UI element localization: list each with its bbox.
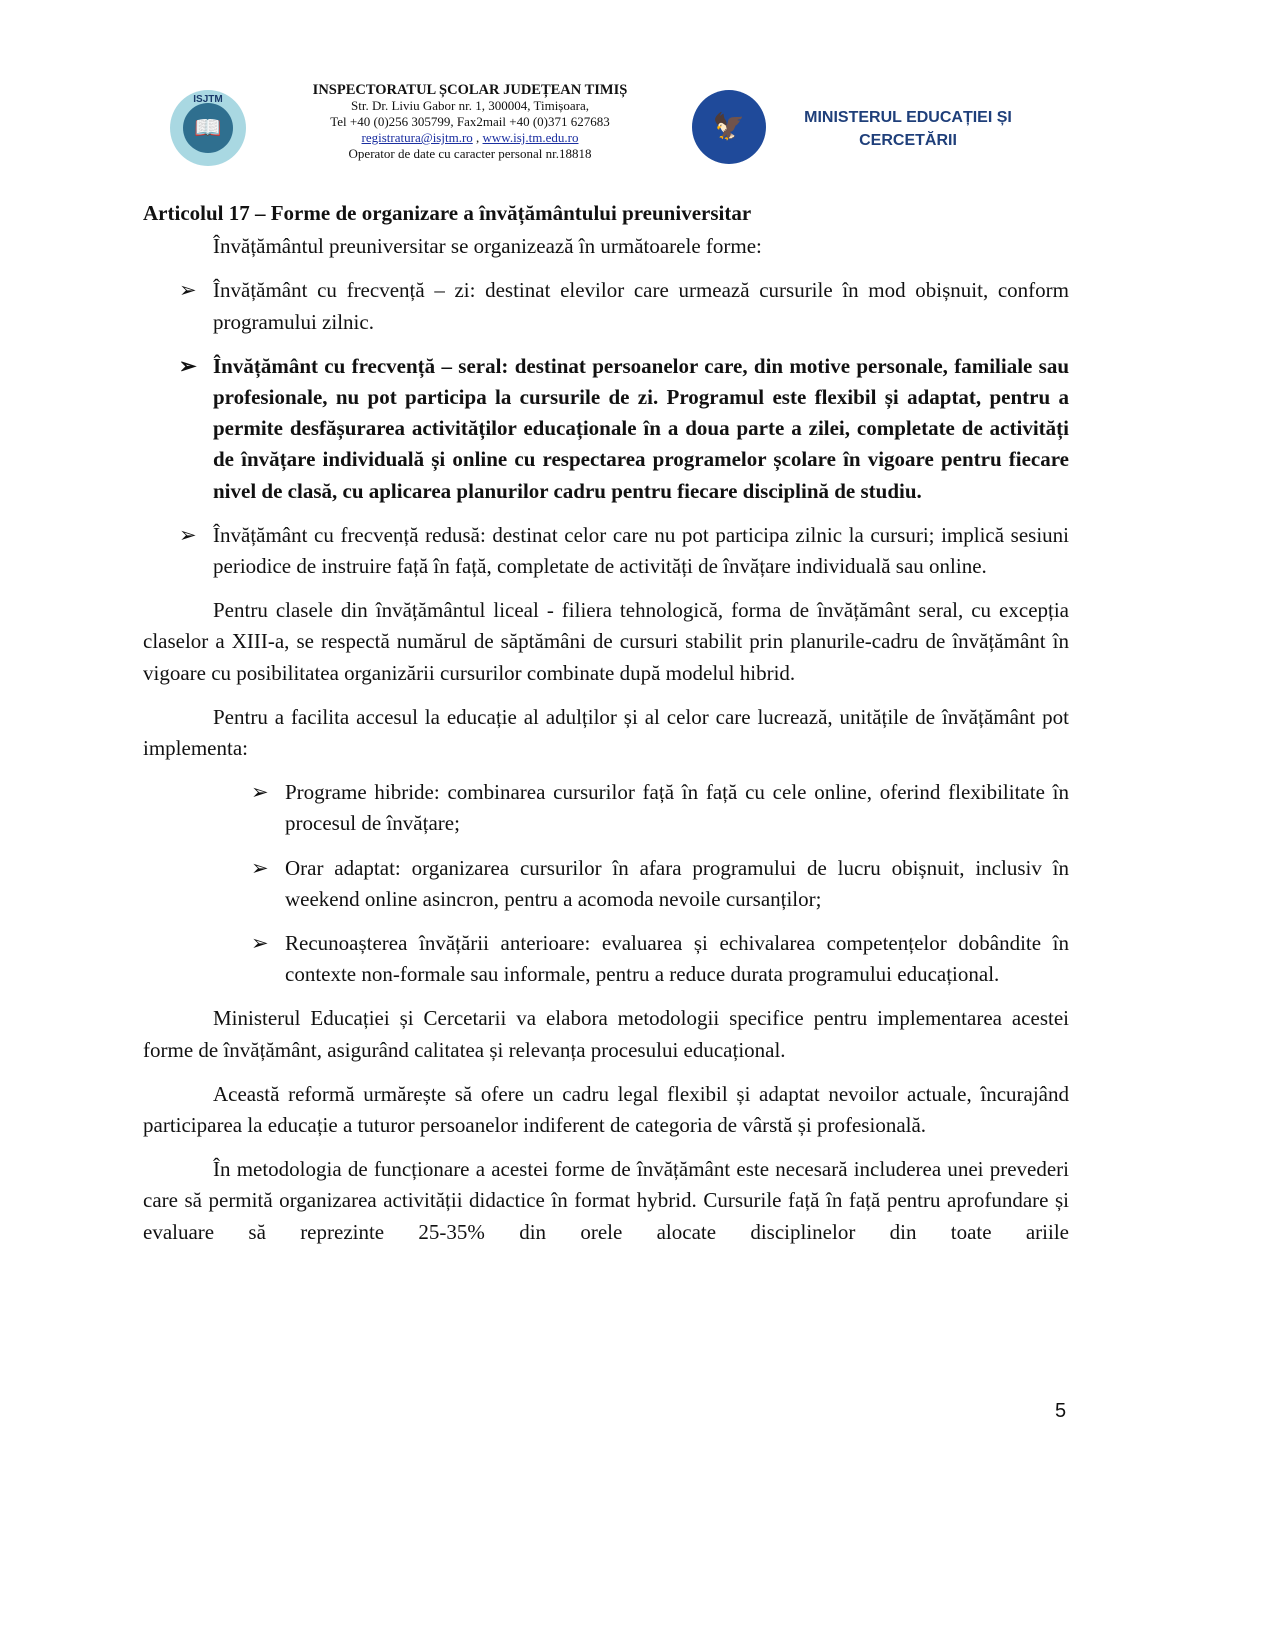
page-number: 5 (1055, 1400, 1067, 1422)
logo-text: ISJTM (193, 94, 223, 105)
paragraph: Ministerul Educației și Cercetarii va elabora metodologii specifice pentru implementarea acestei forme de învățământ, asigurând calitatea și relevanța procesului educațional. (143, 1006, 1069, 1062)
sub-list-item (143, 853, 1069, 915)
arrow-bullet-icon: ➢ (179, 522, 197, 547)
list-item-text: Învățământ cu frecvență redusă: destinat celor care nu pot participa zilnic la cursuri; implică sesiuni periodice de instruire față în față, completate de activități de învățare individuală sau online. (213, 522, 1069, 579)
intro-paragraph: Învățământul preuniversitar se organizează în următoarele forme: (213, 234, 762, 259)
book-icon: 📖 (183, 103, 233, 153)
ministry-line-1: MINISTERUL EDUCAȚIEI ȘI (804, 109, 1012, 126)
ministry-name (790, 106, 1026, 152)
letterhead (270, 82, 670, 162)
email-link[interactable]: registratura@isjtm.ro (361, 130, 473, 145)
sub-list-item (143, 777, 1069, 839)
document-body (143, 198, 1069, 1261)
website-link[interactable]: www.isj.tm.edu.ro (482, 130, 579, 145)
list-item (143, 275, 1069, 337)
list-item-text: Învățământ cu frecvență – zi: destinat elevilor care urmează cursurile în mod obișnuit, conform programului zilnic. (213, 278, 1069, 334)
arrow-bullet-icon: ➢ (251, 931, 269, 956)
sub-list-item (143, 928, 1069, 990)
arrow-bullet-icon: ➢ (251, 855, 269, 880)
list-item-text: Programe hibride: combinarea cursurilor față în față cu cele online, oferind flexibilitate în procesul de învățare; (285, 780, 1069, 836)
ministry-line-2: CERCETĂRII (859, 132, 957, 149)
list-item (143, 351, 1069, 507)
government-seal-icon: 🦅 (692, 90, 766, 164)
list-item (143, 520, 1069, 582)
arrow-bullet-icon: ➢ (179, 278, 197, 303)
isjtm-logo (170, 90, 246, 166)
paragraph: Această reformă urmărește să ofere un cadru legal flexibil și adaptat nevoilor actuale, încurajând participarea la educație a tuturor persoanelor indiferent de categoria de vârstă și profesională. (143, 1081, 1069, 1138)
institution-name: INSPECTORATUL ȘCOLAR JUDEȚEAN TIMIȘ (312, 82, 628, 98)
list-item-text: Recunoașterea învățării anterioare: evaluarea și echivalarea competențelor dobândite în contexte non-formale sau informale, pentru a reduce durata programului educațional. (285, 931, 1069, 987)
arrow-bullet-icon: ➢ (179, 353, 197, 378)
separator: , (472, 130, 483, 145)
arrow-bullet-icon: ➢ (251, 780, 269, 805)
list-item-text: Învățământ cu frecvență – seral: destinat persoanelor care, din motive personale, familiale sau profesionale, nu pot participa la cursurile de zi. Programul este flexibil și adaptat, pentru a permite desfășurarea activităților educaționale în a doua parte a zilei, completate de activități de învățare individuală și online cu respectarea programelor școlare în vigoare pentru fiecare nivel de clasă, cu aplicarea planurilor cadru pentru fiecare disciplină de studiu. (213, 353, 1069, 503)
article-title: Articolul 17 – Forme de organizare a învățământului preuniversitar (143, 201, 752, 225)
address: Str. Dr. Liviu Gabor nr. 1, 300004, Timișoara, (351, 98, 589, 113)
paragraph: Pentru a facilita accesul la educație al adulților și al celor care lucrează, unitățile de învățământ pot implementa: (143, 704, 1069, 761)
list-item-text: Orar adaptat: organizarea cursurilor în afara programului de lucru obișnuit, inclusiv în weekend online asincron, pentru a acomoda nevoile cursanților; (285, 855, 1069, 911)
paragraph: În metodologia de funcționare a acestei forme de învățământ este necesară includerea unei prevederi care să permită organizarea activității didactice în format hybrid. Cursurile față în față pentru aprofundare și evaluare să reprezinte 25-35% din orele alocate disciplinelor din toate ariile (143, 1157, 1069, 1244)
operator-note: Operator de date cu caracter personal nr.18818 (348, 146, 592, 161)
paragraph: Pentru clasele din învățământul liceal - filiera tehnologică, forma de învățământ seral, cu excepția claselor a XIII-a, se respectă numărul de săptămâni de cursuri stabilit prin planurile-cadru de învățământ în vigoare cu posibilitatea organizării cursurilor combinate după modelul hibrid. (143, 598, 1069, 685)
phone: Tel +40 (0)256 305799, Fax2mail +40 (0)371 627683 (330, 114, 610, 129)
